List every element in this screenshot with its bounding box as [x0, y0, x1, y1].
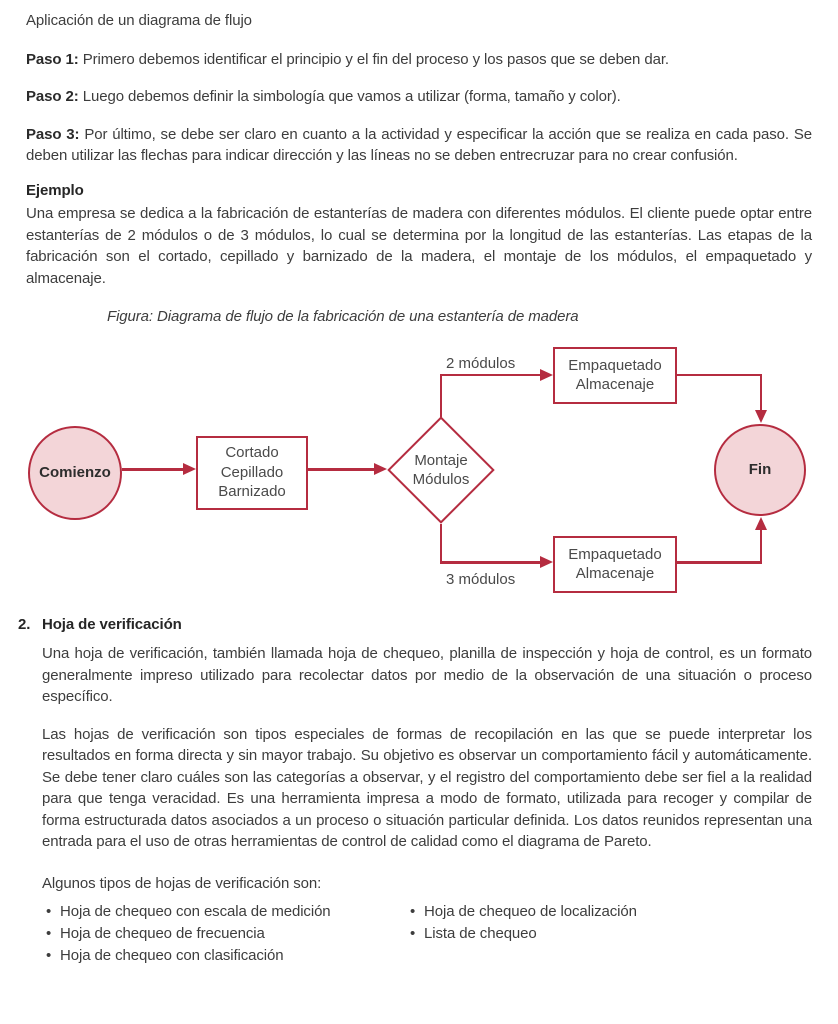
step-3-text: Por último, se debe ser claro en cuanto a la actividad y especificar la acción que se realiza en cada paso. Se deben utilizar las flechas para indicar dirección y las líneas no se deben entrecruzar para no crear confusión.: [26, 125, 812, 164]
start-node-label: Comienzo: [39, 463, 111, 481]
section2-title: Hoja de verificación: [42, 615, 182, 633]
list-item: [46, 923, 410, 945]
example-heading: Ejemplo: [26, 181, 84, 199]
pack-line: Empaquetado: [568, 356, 662, 374]
bullet-lists: [42, 901, 812, 967]
list-item-text: Hoja de chequeo con escala de medición: [60, 903, 331, 920]
bullet-icon: •: [410, 925, 416, 942]
list-item-text: Hoja de chequeo de frecuencia: [60, 925, 265, 942]
process-line: Barnizado: [218, 483, 286, 501]
flow-line: [122, 468, 186, 471]
pack-line: Empaquetado: [568, 545, 662, 563]
flow-line: [440, 524, 443, 564]
list-item: [46, 945, 410, 967]
list-item: [46, 901, 410, 923]
step-3-label: Paso 3:: [26, 125, 80, 143]
list-item-text: Hoja de chequeo con clasificación: [60, 947, 284, 964]
branch-label-bottom: 3 módulos: [446, 570, 516, 588]
arrow-right-icon: [374, 463, 387, 475]
end-node-label: Fin: [748, 460, 772, 478]
list-item-text: Lista de chequeo: [424, 925, 537, 942]
process-line: Cortado: [225, 444, 279, 462]
figure-caption: Figura: Diagrama de flujo de la fabricación de una estantería de madera: [107, 308, 579, 325]
arrow-right-icon: [183, 463, 196, 475]
section2-paragraph-2: Las hojas de verificación son tipos especiales de formas de recopilación en las que se puede interpretar los resultados en forma directa y sin mayor trabajo. Su objetivo es observar un comportamiento fácil y automáticamente. Se debe tener claro cuáles son las categorías a observar, y el registro del comportamiento debe ser fiel a la realidad para que tenga veracidad. Es una herramienta impresa a modo de formato, utilizada para recoger y compilar de forma estructurada datos asociados a un proceso o situación particular definida. Los datos reunidos representan una entrada para el uso de otras herramientas de control de calidad como el diagrama de Pareto.: [42, 725, 812, 850]
start-node: [28, 426, 122, 520]
end-node: [714, 424, 806, 516]
bullet-icon: •: [46, 903, 52, 920]
list-item: [410, 923, 637, 945]
list-intro: Algunos tipos de hojas de verificación son:: [42, 874, 322, 892]
section2-body: [42, 643, 812, 967]
section2-paragraph-1: Una hoja de verificación, también llamada hoja de chequeo, planilla de inspección y hoja de control, es un formato generalmente impreso utilizado para recolectar datos por medio de la observación de una situación o proceso específico.: [42, 645, 812, 705]
bullet-column-2: [410, 901, 637, 967]
list-item: [410, 901, 637, 923]
step-2-text: Luego debemos definir la simbología que vamos a utilizar (forma, tamaño y color).: [82, 88, 621, 105]
pack-line: Almacenaje: [575, 376, 655, 393]
flow-line: [308, 468, 375, 471]
step-3-paragraph: [26, 124, 812, 167]
bullet-column-1: [42, 901, 410, 967]
flow-line: [677, 374, 762, 377]
process-line: Cepillado: [220, 463, 284, 481]
decision-line: Módulos: [412, 471, 470, 488]
process-box: [196, 436, 308, 510]
example-paragraph: Una empresa se dedica a la fabricación de estanterías de madera con diferentes módulos. El cliente puede optar entre estanterías de 2 módulos o de 3 módulos, lo cual se determina por la longitud de las estanterías. Las etapas de la fabricación son el cortado, cepillado y barnizado de la madera, el montaje de los módulos, el empaquetado y almacenaje.: [26, 205, 812, 287]
section2-number: 2.: [18, 615, 31, 633]
step-2-label: Paso 2:: [26, 88, 79, 105]
step-1-label: Paso 1:: [26, 50, 79, 68]
step-1-paragraph: [26, 49, 812, 71]
bullet-icon: •: [46, 925, 52, 942]
decision-label: [391, 451, 491, 490]
arrow-right-icon: [540, 556, 553, 568]
flow-line: [760, 530, 763, 564]
intro-line: Aplicación de un diagrama de flujo: [26, 12, 252, 29]
arrow-down-icon: [755, 410, 767, 423]
pack-box-bottom: [553, 536, 677, 593]
list-item-text: Hoja de chequeo de localización: [424, 903, 637, 920]
flow-line: [760, 374, 763, 410]
bullet-icon: •: [410, 903, 416, 920]
pack-line: Almacenaje: [575, 565, 655, 582]
branch-label-top: 2 módulos: [446, 354, 516, 372]
flow-line: [440, 561, 541, 564]
step-2-paragraph: [26, 86, 812, 108]
section2-heading: [18, 614, 812, 636]
bullet-icon: •: [46, 947, 52, 964]
decision-line: Montaje: [414, 451, 468, 469]
pack-box-top: [553, 347, 677, 404]
flow-line: [677, 561, 762, 564]
arrow-up-icon: [755, 517, 767, 530]
flow-diagram: [0, 337, 838, 599]
flow-line: [440, 375, 443, 417]
arrow-right-icon: [540, 369, 553, 381]
step-1-text: Primero debemos identificar el principio y el fin del proceso y los pasos que se deben dar.: [82, 50, 669, 68]
